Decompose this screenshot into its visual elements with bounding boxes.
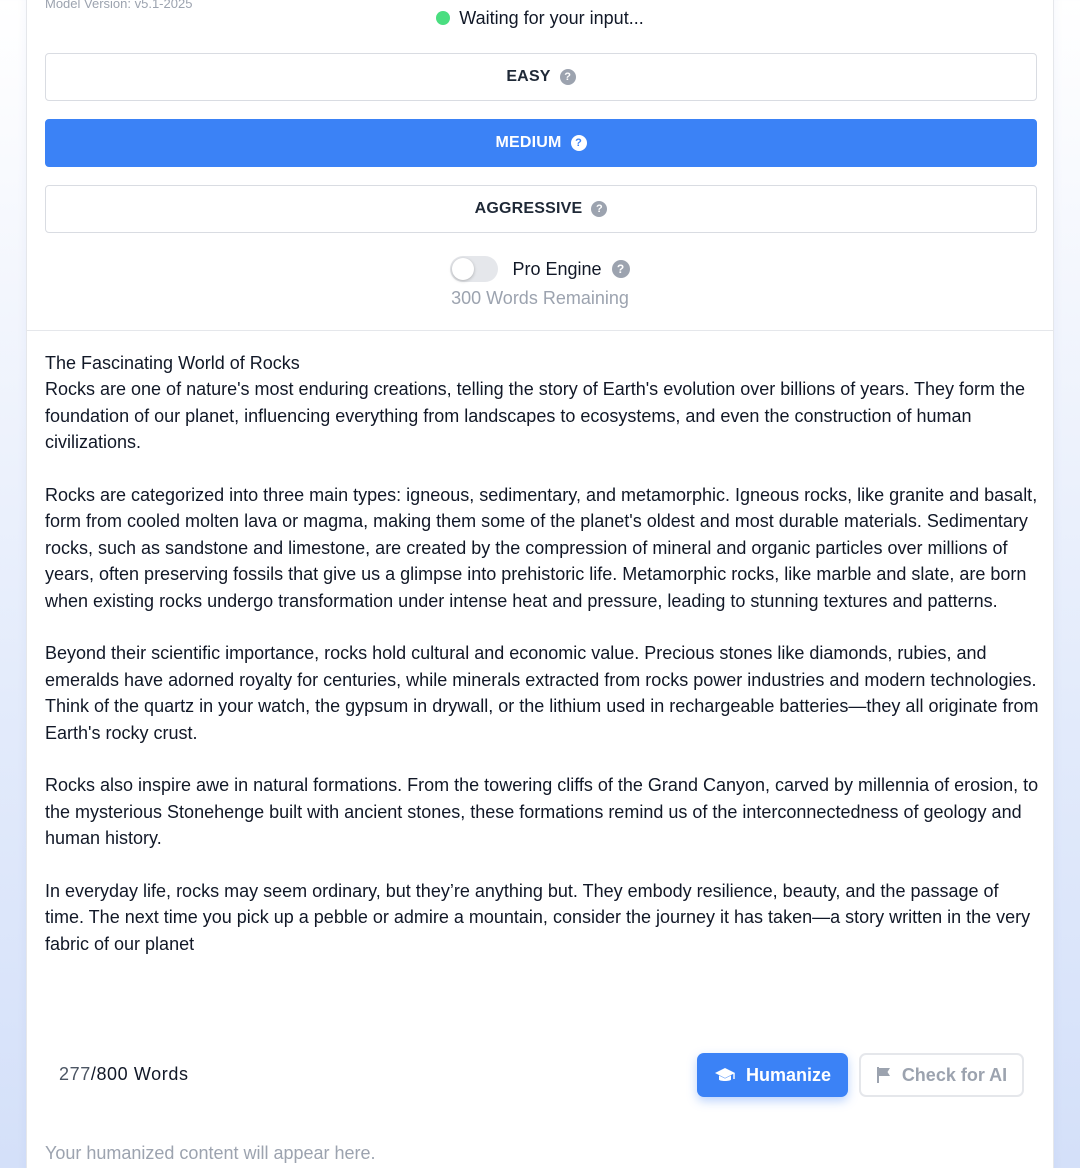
flag-icon xyxy=(876,1066,892,1084)
mode-easy-button[interactable] xyxy=(45,53,1037,101)
status-indicator xyxy=(27,6,1053,30)
mode-medium-label: MEDIUM xyxy=(495,134,562,151)
word-count-current: 277 xyxy=(59,1064,91,1084)
mode-easy-label: EASY xyxy=(506,68,551,85)
question-circle-icon[interactable]: ? xyxy=(560,69,576,85)
editor-paragraph: Rocks are one of nature's most enduring creations, telling the story of Earth's evolution over billions of years. They form the foundation of our planet, influencing everything from landscapes to ecosystems, and even the construction of human civilizations. xyxy=(45,379,1026,453)
status-dot-icon xyxy=(436,11,450,25)
pro-engine-toggle[interactable] xyxy=(450,256,498,282)
mode-aggressive-button[interactable] xyxy=(45,185,1037,233)
graduation-cap-icon xyxy=(714,1066,736,1084)
question-circle-icon[interactable]: ? xyxy=(591,201,607,217)
question-circle-icon[interactable]: ? xyxy=(571,135,587,151)
check-for-ai-label: Check for AI xyxy=(901,1064,1008,1085)
status-text: Waiting for your input... xyxy=(459,7,644,28)
words-remaining: 300 Words Remaining xyxy=(451,288,629,308)
toggle-knob xyxy=(452,258,474,280)
editor-paragraph: Beyond their scientific importance, rocks hold cultural and economic value. Precious stones like diamonds, rubies, and emeralds have adorned royalty for centuries, while minerals extracted from rocks power industries and modern technologies. Think of the quartz in your watch, the gypsum in drywall, or the lithium used in rechargeable batteries—they all originate from Earth's rocky crust. xyxy=(45,643,1039,743)
model-version: Model Version: v5.1-2025 xyxy=(45,0,193,11)
pro-engine-row xyxy=(27,256,1053,282)
check-for-ai-button[interactable] xyxy=(859,1053,1024,1097)
humanize-button[interactable] xyxy=(697,1053,848,1097)
mode-medium-button[interactable] xyxy=(45,119,1037,167)
divider xyxy=(27,330,1053,331)
pro-engine-label: Pro Engine xyxy=(512,258,602,279)
word-counter xyxy=(59,1064,189,1085)
output-placeholder: Your humanized content will appear here. xyxy=(45,1143,376,1163)
input-text-editor[interactable] xyxy=(45,350,1041,957)
question-circle-icon[interactable]: ? xyxy=(612,260,630,278)
editor-paragraph: In everyday life, rocks may seem ordinary, but they’re anything but. They embody resilience, beauty, and the passage of time. The next time you pick up a pebble or admire a mountain, consider the journey it has taken—a story written in the very fabric of our planet xyxy=(45,881,1031,954)
editor-paragraph: The Fascinating World of Rocks xyxy=(45,353,300,373)
humanizer-card xyxy=(26,0,1054,1168)
word-count-limit: /800 Words xyxy=(90,1064,189,1084)
editor-paragraph: Rocks are categorized into three main types: igneous, sedimentary, and metamorphic. Igneous rocks, like granite and basalt, form from cooled molten lava or magma, making them some of the planet's oldest and most durable materials. Sedimentary rocks, such as sandstone and limestone, are created by the compression of mineral and organic particles over millions of years, often preserving fossils that give us a glimpse into prehistoric life. Metamorphic rocks, like marble and slate, are born when existing rocks undergo transformation under intense heat and pressure, leading to stunning textures and patterns. xyxy=(45,485,1038,611)
humanize-label: Humanize xyxy=(745,1064,832,1085)
editor-paragraph: Rocks also inspire awe in natural formations. From the towering cliffs of the Grand Canyon, carved by millennia of erosion, to the mysterious Stonehenge built with ancient stones, these formations remind us of the interconnectedness of geology and human history. xyxy=(45,775,1039,849)
mode-aggressive-label: AGGRESSIVE xyxy=(474,200,583,217)
